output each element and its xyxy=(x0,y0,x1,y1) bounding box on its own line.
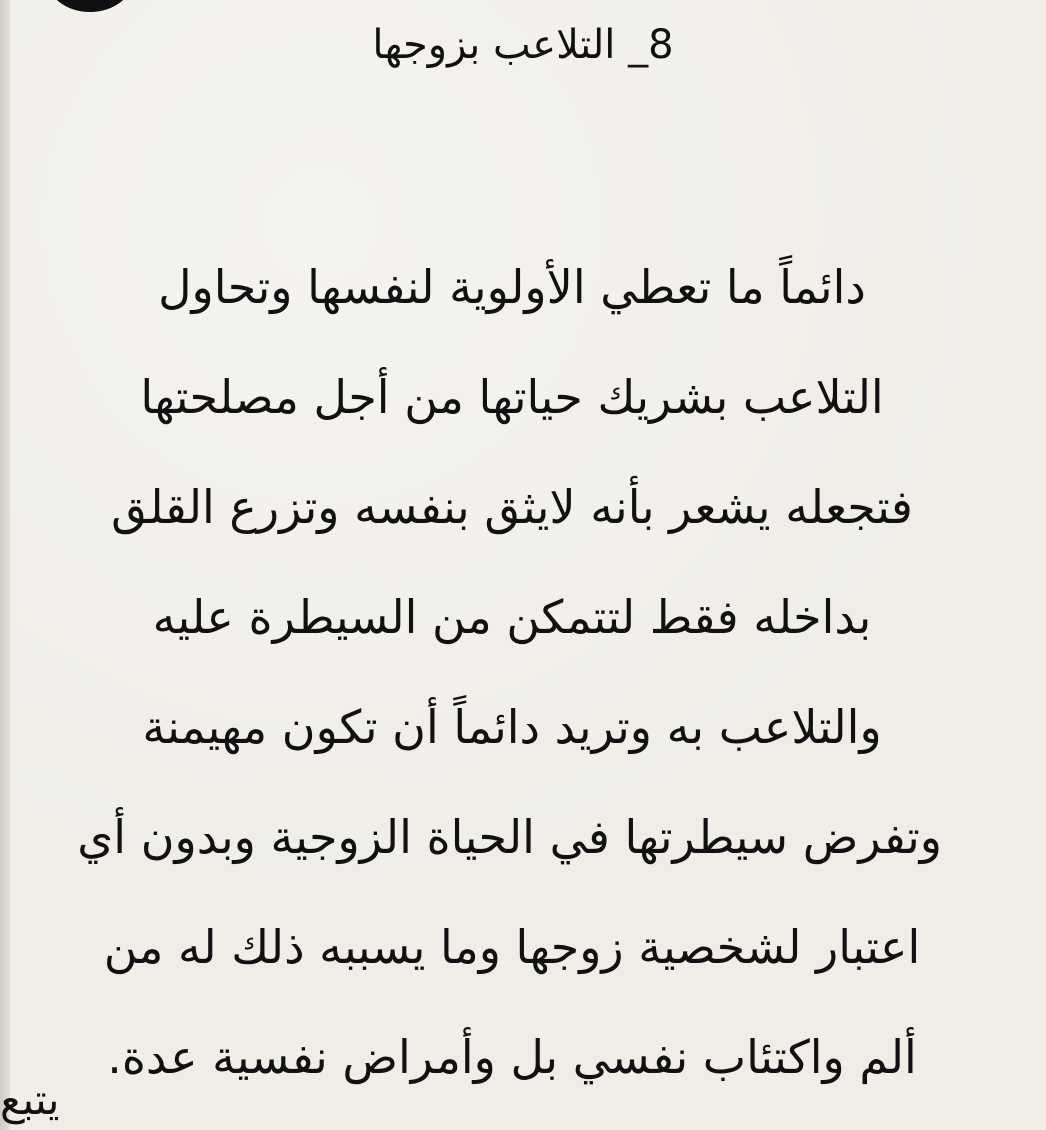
body-line: وتفرض سيطرتها في الحياة الزوجية وبدون أي xyxy=(77,810,942,864)
body-line: ألم واكتئاب نفسي بل وأمراض نفسية عدة. xyxy=(107,1030,917,1084)
body-line: التلاعب بشريك حياتها من أجل مصلحتها xyxy=(140,370,884,424)
body-paragraph xyxy=(77,232,942,1112)
body-line: بداخله فقط لتتمكن من السيطرة عليه xyxy=(152,590,872,644)
body-line: فتجعله يشعر بأنه لايثق بنفسه وتزرع القلق xyxy=(111,480,913,534)
body-line: والتلاعب به وتريد دائماً أن تكون مهيمنة xyxy=(142,700,882,754)
body-line: دائماً ما تعطي الأولوية لنفسها وتحاول xyxy=(158,260,866,314)
background-edge xyxy=(0,0,10,1130)
page-title: 8_ التلاعب بزوجها xyxy=(372,22,674,68)
body-line: اعتبار لشخصية زوجها وما يسببه ذلك له من xyxy=(103,920,921,974)
continued-label: يتبع xyxy=(0,1075,60,1124)
